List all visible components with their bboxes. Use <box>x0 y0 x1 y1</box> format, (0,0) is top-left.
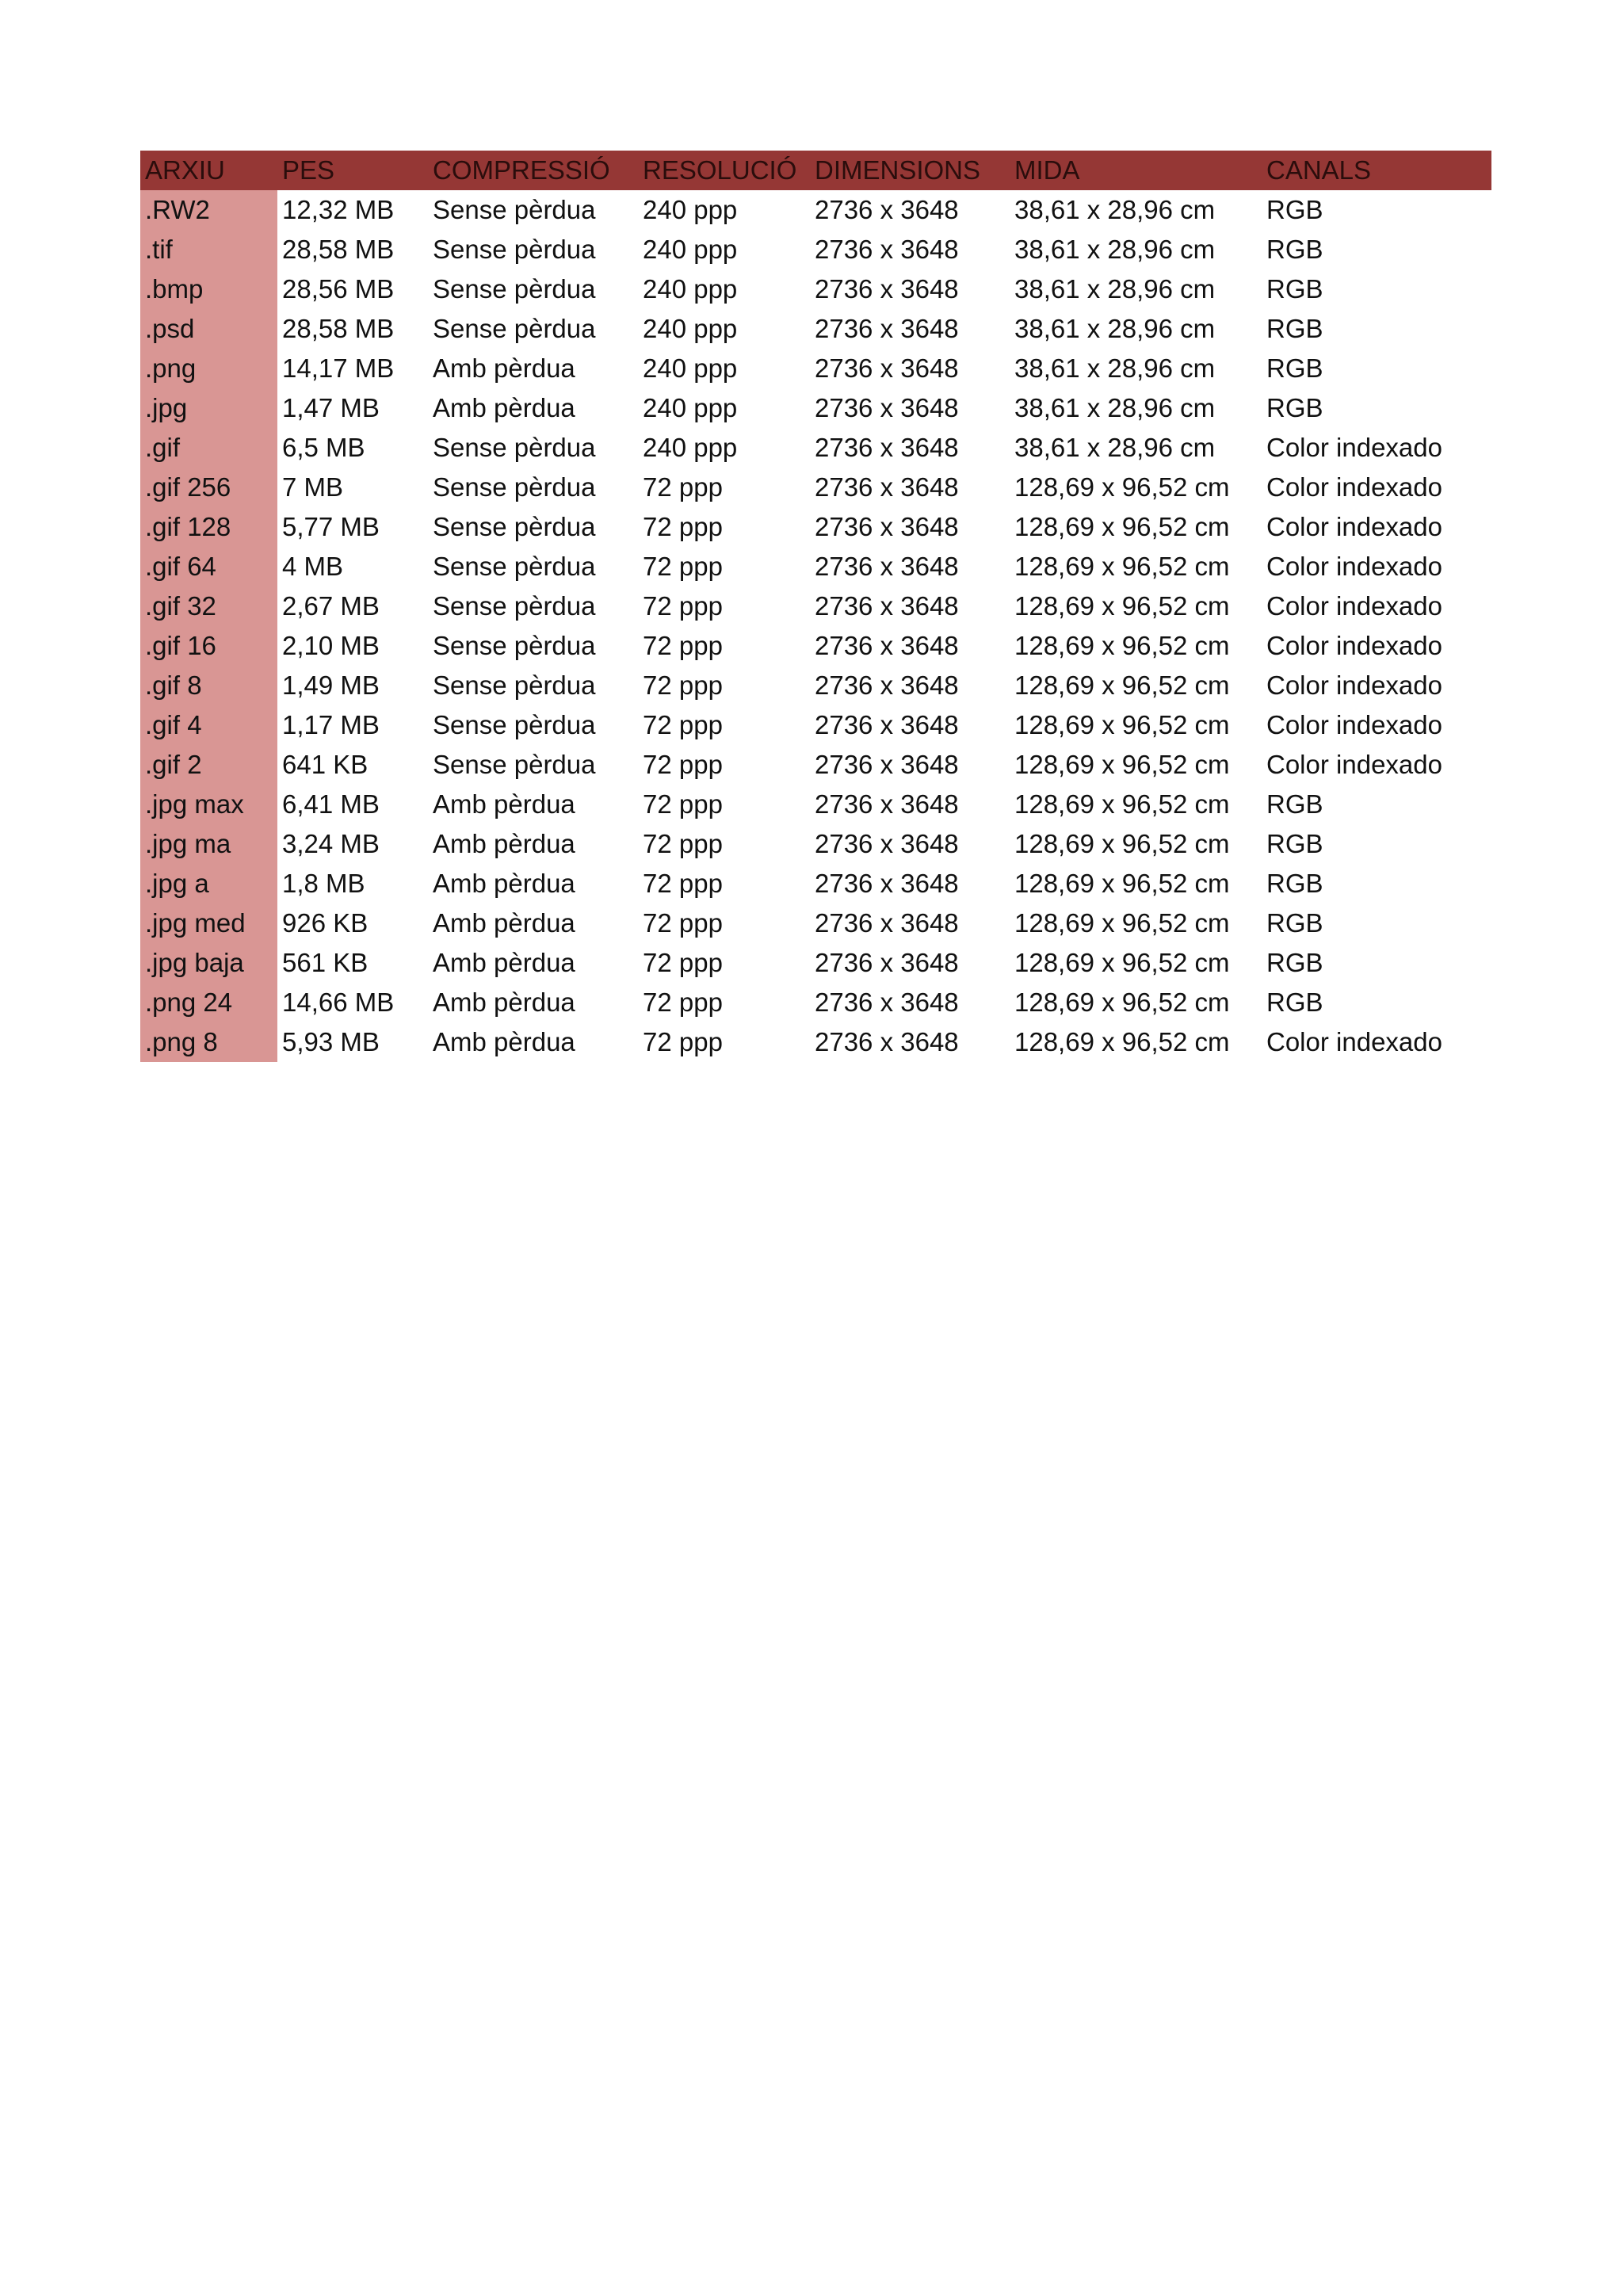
cell-dimensions: 2736 x 3648 <box>815 869 959 898</box>
cell-mida: 38,61 x 28,96 cm <box>1014 235 1216 264</box>
cell-dimensions: 2736 x 3648 <box>815 433 959 462</box>
cell-mida: 128,69 x 96,52 cm <box>1014 631 1230 660</box>
cell-pes: 5,93 MB <box>282 1027 380 1056</box>
cell-arxiu: .jpg max <box>140 785 277 824</box>
cell-resolucio: 72 ppp <box>643 710 723 739</box>
table-row <box>140 190 1491 230</box>
cell-compressio: Sense pèrdua <box>433 670 596 700</box>
cell-dimensions: 2736 x 3648 <box>815 393 959 422</box>
cell-pes: 6,41 MB <box>282 789 380 819</box>
table-row <box>140 507 1491 547</box>
table-row <box>140 745 1491 785</box>
cell-arxiu: .bmp <box>140 269 277 309</box>
cell-resolucio: 72 ppp <box>643 591 723 621</box>
cell-resolucio: 72 ppp <box>643 869 723 898</box>
cell-canals: Color indexado <box>1266 552 1442 581</box>
table-row <box>140 309 1491 349</box>
cell-canals: RGB <box>1266 789 1323 819</box>
cell-resolucio: 72 ppp <box>643 829 723 858</box>
cell-compressio: Amb pèrdua <box>433 353 575 383</box>
cell-arxiu: .png <box>140 349 277 388</box>
cell-dimensions: 2736 x 3648 <box>815 1027 959 1056</box>
cell-resolucio: 240 ppp <box>643 393 738 422</box>
cell-canals: Color indexado <box>1266 631 1442 660</box>
cell-compressio: Sense pèrdua <box>433 512 596 541</box>
cell-resolucio: 72 ppp <box>643 1027 723 1056</box>
cell-canals: RGB <box>1266 948 1323 977</box>
cell-arxiu: .gif 32 <box>140 586 277 626</box>
cell-pes: 14,66 MB <box>282 988 395 1017</box>
cell-canals: RGB <box>1266 314 1323 343</box>
cell-canals: Color indexado <box>1266 512 1442 541</box>
header-arxiu: ARXIU <box>145 155 225 185</box>
cell-pes: 14,17 MB <box>282 353 395 383</box>
cell-arxiu: .gif 8 <box>140 666 277 705</box>
cell-mida: 128,69 x 96,52 cm <box>1014 1027 1230 1056</box>
cell-pes: 641 KB <box>282 750 369 779</box>
cell-mida: 38,61 x 28,96 cm <box>1014 274 1216 304</box>
cell-compressio: Amb pèrdua <box>433 789 575 819</box>
cell-compressio: Sense pèrdua <box>433 710 596 739</box>
cell-pes: 6,5 MB <box>282 433 365 462</box>
cell-pes: 28,56 MB <box>282 274 395 304</box>
cell-mida: 38,61 x 28,96 cm <box>1014 353 1216 383</box>
cell-dimensions: 2736 x 3648 <box>815 948 959 977</box>
cell-canals: RGB <box>1266 908 1323 938</box>
cell-canals: RGB <box>1266 393 1323 422</box>
cell-pes: 1,17 MB <box>282 710 380 739</box>
cell-pes: 12,32 MB <box>282 195 395 224</box>
cell-arxiu: .gif 4 <box>140 705 277 745</box>
cell-arxiu: .jpg <box>140 388 277 428</box>
cell-resolucio: 72 ppp <box>643 670 723 700</box>
cell-arxiu: .gif 16 <box>140 626 277 666</box>
cell-canals: RGB <box>1266 829 1323 858</box>
cell-mida: 128,69 x 96,52 cm <box>1014 869 1230 898</box>
cell-canals: Color indexado <box>1266 670 1442 700</box>
cell-pes: 1,8 MB <box>282 869 365 898</box>
cell-compressio: Sense pèrdua <box>433 472 596 502</box>
cell-compressio: Sense pèrdua <box>433 552 596 581</box>
cell-resolucio: 72 ppp <box>643 631 723 660</box>
cell-mida: 128,69 x 96,52 cm <box>1014 908 1230 938</box>
cell-compressio: Sense pèrdua <box>433 274 596 304</box>
cell-pes: 28,58 MB <box>282 314 395 343</box>
cell-mida: 38,61 x 28,96 cm <box>1014 393 1216 422</box>
cell-pes: 1,49 MB <box>282 670 380 700</box>
header-mida: MIDA <box>1014 155 1080 185</box>
table-row <box>140 388 1491 428</box>
cell-compressio: Amb pèrdua <box>433 393 575 422</box>
cell-mida: 128,69 x 96,52 cm <box>1014 988 1230 1017</box>
cell-canals: RGB <box>1266 353 1323 383</box>
cell-dimensions: 2736 x 3648 <box>815 353 959 383</box>
header-pes: PES <box>282 155 335 185</box>
cell-dimensions: 2736 x 3648 <box>815 472 959 502</box>
cell-arxiu: .tif <box>140 230 277 269</box>
cell-arxiu: .jpg ma <box>140 824 277 864</box>
cell-pes: 28,58 MB <box>282 235 395 264</box>
table-row <box>140 428 1491 468</box>
cell-dimensions: 2736 x 3648 <box>815 750 959 779</box>
table-row <box>140 269 1491 309</box>
table-row <box>140 666 1491 705</box>
cell-dimensions: 2736 x 3648 <box>815 631 959 660</box>
cell-mida: 128,69 x 96,52 cm <box>1014 750 1230 779</box>
cell-canals: RGB <box>1266 274 1323 304</box>
cell-arxiu: .gif 64 <box>140 547 277 586</box>
cell-resolucio: 240 ppp <box>643 235 738 264</box>
cell-mida: 128,69 x 96,52 cm <box>1014 948 1230 977</box>
cell-compressio: Amb pèrdua <box>433 948 575 977</box>
cell-canals: Color indexado <box>1266 750 1442 779</box>
spreadsheet-table <box>140 151 1491 1062</box>
header-resolucio: RESOLUCIÓ <box>643 155 797 185</box>
table-row <box>140 547 1491 586</box>
cell-dimensions: 2736 x 3648 <box>815 274 959 304</box>
header-canals: CANALS <box>1266 155 1372 185</box>
cell-resolucio: 72 ppp <box>643 988 723 1017</box>
cell-dimensions: 2736 x 3648 <box>815 235 959 264</box>
table-row <box>140 468 1491 507</box>
cell-mida: 128,69 x 96,52 cm <box>1014 552 1230 581</box>
table-row <box>140 983 1491 1022</box>
cell-resolucio: 240 ppp <box>643 314 738 343</box>
cell-arxiu: .gif 128 <box>140 507 277 547</box>
cell-compressio: Sense pèrdua <box>433 750 596 779</box>
cell-compressio: Sense pèrdua <box>433 433 596 462</box>
cell-pes: 3,24 MB <box>282 829 380 858</box>
cell-resolucio: 72 ppp <box>643 512 723 541</box>
cell-mida: 128,69 x 96,52 cm <box>1014 829 1230 858</box>
table-body <box>140 190 1491 1062</box>
cell-arxiu: .jpg med <box>140 904 277 943</box>
cell-dimensions: 2736 x 3648 <box>815 512 959 541</box>
cell-arxiu: .png 8 <box>140 1022 277 1062</box>
cell-dimensions: 2736 x 3648 <box>815 195 959 224</box>
cell-resolucio: 72 ppp <box>643 472 723 502</box>
cell-canals: RGB <box>1266 195 1323 224</box>
cell-compressio: Amb pèrdua <box>433 988 575 1017</box>
cell-pes: 5,77 MB <box>282 512 380 541</box>
table-row <box>140 1022 1491 1062</box>
cell-pes: 2,10 MB <box>282 631 380 660</box>
cell-pes: 4 MB <box>282 552 344 581</box>
table-row <box>140 943 1491 983</box>
table-row <box>140 626 1491 666</box>
header-compressio: COMPRESSIÓ <box>433 155 610 185</box>
cell-resolucio: 72 ppp <box>643 750 723 779</box>
cell-mida: 38,61 x 28,96 cm <box>1014 433 1216 462</box>
cell-resolucio: 240 ppp <box>643 274 738 304</box>
cell-dimensions: 2736 x 3648 <box>815 908 959 938</box>
cell-arxiu: .gif <box>140 428 277 468</box>
cell-dimensions: 2736 x 3648 <box>815 314 959 343</box>
cell-mida: 128,69 x 96,52 cm <box>1014 710 1230 739</box>
cell-canals: Color indexado <box>1266 433 1442 462</box>
cell-canals: Color indexado <box>1266 591 1442 621</box>
cell-arxiu: .gif 2 <box>140 745 277 785</box>
cell-resolucio: 240 ppp <box>643 195 738 224</box>
cell-dimensions: 2736 x 3648 <box>815 988 959 1017</box>
table-row <box>140 785 1491 824</box>
cell-mida: 38,61 x 28,96 cm <box>1014 314 1216 343</box>
cell-dimensions: 2736 x 3648 <box>815 670 959 700</box>
table-row <box>140 586 1491 626</box>
cell-mida: 128,69 x 96,52 cm <box>1014 591 1230 621</box>
cell-compressio: Sense pèrdua <box>433 235 596 264</box>
cell-resolucio: 72 ppp <box>643 552 723 581</box>
cell-resolucio: 240 ppp <box>643 353 738 383</box>
cell-arxiu: .gif 256 <box>140 468 277 507</box>
cell-resolucio: 72 ppp <box>643 789 723 819</box>
cell-compressio: Sense pèrdua <box>433 314 596 343</box>
cell-mida: 128,69 x 96,52 cm <box>1014 789 1230 819</box>
cell-dimensions: 2736 x 3648 <box>815 710 959 739</box>
cell-arxiu: .jpg a <box>140 864 277 904</box>
cell-pes: 7 MB <box>282 472 344 502</box>
cell-mida: 128,69 x 96,52 cm <box>1014 512 1230 541</box>
cell-compressio: Sense pèrdua <box>433 195 596 224</box>
table-row <box>140 864 1491 904</box>
cell-resolucio: 72 ppp <box>643 948 723 977</box>
cell-pes: 561 KB <box>282 948 369 977</box>
cell-pes: 1,47 MB <box>282 393 380 422</box>
cell-compressio: Amb pèrdua <box>433 908 575 938</box>
table-row <box>140 230 1491 269</box>
cell-mida: 128,69 x 96,52 cm <box>1014 472 1230 502</box>
table-header-row <box>140 151 1491 190</box>
cell-compressio: Amb pèrdua <box>433 829 575 858</box>
cell-mida: 38,61 x 28,96 cm <box>1014 195 1216 224</box>
cell-dimensions: 2736 x 3648 <box>815 552 959 581</box>
cell-compressio: Amb pèrdua <box>433 1027 575 1056</box>
cell-arxiu: .jpg baja <box>140 943 277 983</box>
cell-dimensions: 2736 x 3648 <box>815 789 959 819</box>
header-dimensions: DIMENSIONS <box>815 155 981 185</box>
cell-canals: Color indexado <box>1266 710 1442 739</box>
table-row <box>140 349 1491 388</box>
table-row <box>140 824 1491 864</box>
table-row <box>140 705 1491 745</box>
cell-mida: 128,69 x 96,52 cm <box>1014 670 1230 700</box>
cell-canals: Color indexado <box>1266 1027 1442 1056</box>
cell-resolucio: 72 ppp <box>643 908 723 938</box>
table-row <box>140 904 1491 943</box>
cell-compressio: Amb pèrdua <box>433 869 575 898</box>
cell-dimensions: 2736 x 3648 <box>815 591 959 621</box>
cell-compressio: Sense pèrdua <box>433 591 596 621</box>
cell-canals: RGB <box>1266 235 1323 264</box>
cell-arxiu: .psd <box>140 309 277 349</box>
cell-pes: 926 KB <box>282 908 369 938</box>
cell-dimensions: 2736 x 3648 <box>815 829 959 858</box>
cell-canals: RGB <box>1266 988 1323 1017</box>
cell-canals: Color indexado <box>1266 472 1442 502</box>
cell-canals: RGB <box>1266 869 1323 898</box>
cell-arxiu: .RW2 <box>140 190 277 230</box>
cell-resolucio: 240 ppp <box>643 433 738 462</box>
cell-compressio: Sense pèrdua <box>433 631 596 660</box>
cell-pes: 2,67 MB <box>282 591 380 621</box>
cell-arxiu: .png 24 <box>140 983 277 1022</box>
